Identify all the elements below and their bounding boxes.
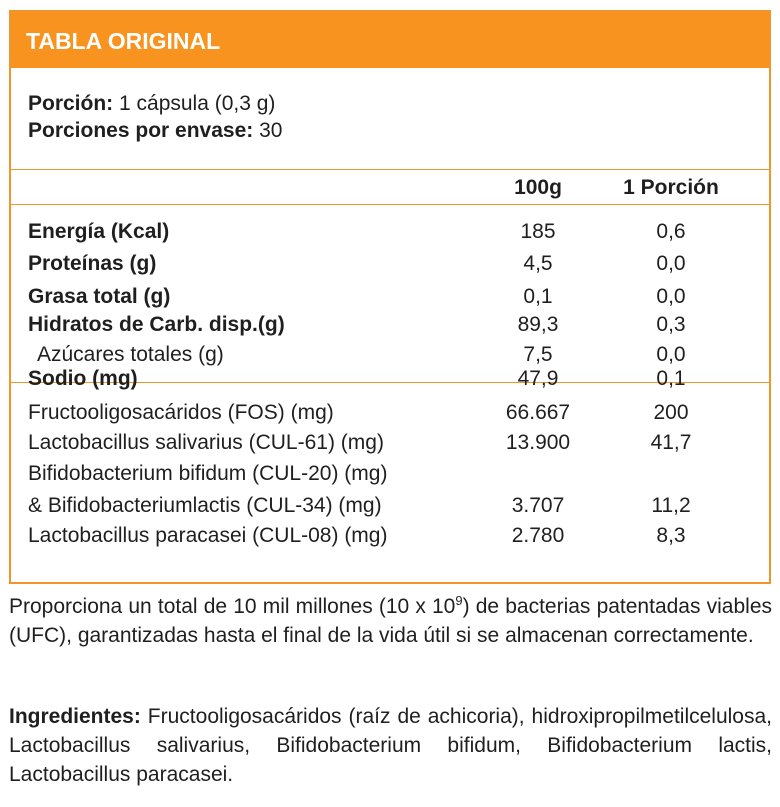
nutrient-value-portion: 0,0 [656, 285, 686, 308]
nutrient-name: Proteínas (g) [28, 252, 157, 275]
portion-size-value: 1 cápsula (0,3 g) [113, 92, 276, 115]
probiotic-value-100g: 3.707 [511, 494, 565, 517]
footnote-exponent: 9 [455, 593, 463, 608]
probiotic-row [11, 494, 769, 524]
column-header-portion: 1 Porción [623, 176, 719, 199]
portions-per-container-label: Porciones por envase: [28, 119, 254, 142]
probiotic-row [11, 524, 769, 554]
nutrient-value-100g: 4,5 [523, 252, 553, 275]
nutrient-name: Azúcares totales (g) [37, 343, 224, 366]
probiotic-value-100g: 2.780 [511, 524, 565, 547]
probiotic-name: Bifidobacterium bifidum (CUL-20) (mg) [28, 462, 388, 485]
nutrient-value-portion: 0,1 [656, 367, 686, 390]
nutrient-value-portion: 0,0 [656, 343, 686, 366]
nutrient-name: Hidratos de Carb. disp.(g) [28, 313, 285, 336]
probiotic-name: & Bifidobacteriumlactis (CUL-34) (mg) [28, 494, 382, 517]
portion-info [11, 68, 769, 170]
nutrient-row [11, 252, 769, 282]
probiotic-name: Lactobacillus paracasei (CUL-08) (mg) [28, 524, 388, 547]
probiotic-name: Lactobacillus salivarius (CUL-61) (mg) [28, 431, 384, 454]
nutrient-value-100g: 47,9 [517, 367, 559, 390]
nutrient-value-100g: 7,5 [523, 343, 553, 366]
nutrient-value-portion: 0,6 [656, 220, 686, 243]
nutrient-value-100g: 89,3 [517, 313, 559, 336]
portions-per-container-value: 30 [253, 119, 283, 142]
probiotic-value-portion: 41,7 [650, 431, 692, 454]
footnote-text-start: Proporciona un total de 10 mil millones (10 x 10 [9, 595, 456, 618]
nutrient-value-100g: 185 [520, 220, 556, 243]
nutrient-value-portion: 0,3 [656, 313, 686, 336]
table-title: TABLA ORIGINAL [11, 12, 769, 68]
probiotic-section [11, 383, 769, 583]
probiotic-value-portion: 11,2 [651, 494, 691, 517]
nutrient-row [11, 313, 769, 343]
nutrient-name: Energía (Kcal) [28, 220, 170, 243]
column-header-100g: 100g [514, 176, 562, 199]
probiotic-row [11, 431, 769, 461]
probiotic-value-100g: 13.900 [505, 431, 571, 454]
ingredients-text: Fructooligosacáridos (raíz de achicoria), hidroxipropilmetilcelulosa, Lactobacillus salivarius, Bifidobacterium bifidum, Bifidobacterium lactis, Lactobacillus paracasei. [9, 705, 772, 786]
nutrition-table [9, 10, 771, 584]
ingredients [9, 702, 772, 789]
probiotic-value-100g: 66.667 [505, 401, 571, 424]
footnote [9, 592, 772, 650]
nutrient-section [11, 205, 769, 390]
probiotic-value-portion: 200 [653, 401, 689, 424]
ingredients-label: Ingredientes: [9, 705, 141, 728]
column-headers [11, 170, 769, 205]
nutrient-value-portion: 0,0 [656, 252, 686, 275]
probiotic-value-portion: 8,3 [656, 524, 686, 547]
nutrient-row [11, 285, 769, 315]
nutrient-row [11, 220, 769, 250]
probiotic-row [11, 462, 769, 492]
footnote-text-end: ) de bacterias patentadas viables (UFC), garantizadas hasta el final de la vida útil si se almacenan correctamente. [9, 595, 772, 647]
portion-size-label: Porción: [28, 92, 114, 115]
nutrient-name: Grasa total (g) [28, 285, 171, 308]
probiotic-name: Fructooligosacáridos (FOS) (mg) [28, 401, 334, 424]
portions-per-container [28, 117, 769, 144]
nutrient-name: Sodio (mg) [28, 367, 138, 390]
portion-size [28, 90, 769, 117]
probiotic-row [11, 401, 769, 431]
nutrient-value-100g: 0,1 [523, 285, 553, 308]
